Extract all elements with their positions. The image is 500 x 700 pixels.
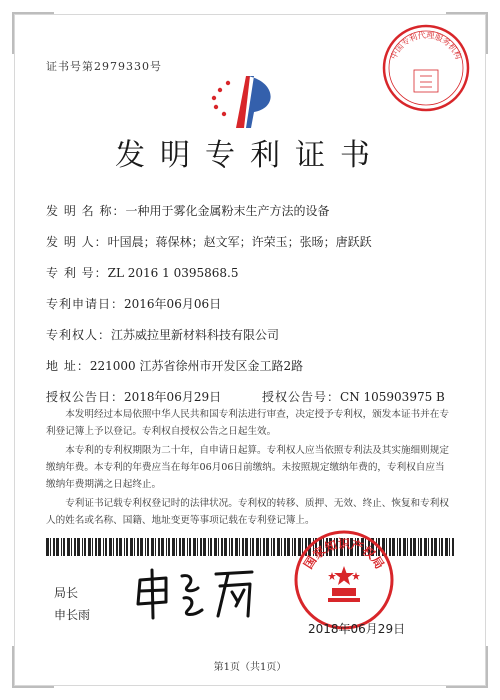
barcode-bar [61, 538, 62, 556]
barcode-bar [182, 538, 185, 556]
officer-title: 局长 [54, 586, 79, 600]
filing-date-row [46, 295, 221, 312]
barcode-bar [179, 538, 181, 556]
inventor-names: 叶国晨；蒋保林；赵文军；许荣玉；张旸；唐跃跃 [107, 235, 372, 249]
barcode-bar [103, 538, 104, 556]
body-paragraph-1: 本发明经过本局依照中华人民共和国专利法进行审查，决定授予专利权，颁发本证书并在专利登记簿上予以登记。专利权自授权公告之日起生效。 [46, 409, 449, 437]
address-row [46, 357, 303, 374]
barcode-bar [266, 538, 269, 556]
inventor-label: 发 明 人： [46, 235, 108, 249]
barcode-bar [56, 538, 59, 556]
barcode-bar [109, 538, 112, 556]
barcode-bar [428, 538, 429, 556]
barcode-bar [134, 538, 135, 556]
barcode-bar [200, 538, 202, 556]
invention-name: 一种用于雾化金属粉末生产方法的设备 [125, 204, 330, 218]
barcode-bar [231, 538, 233, 556]
barcode-bar [113, 538, 114, 556]
barcode-bar [403, 538, 406, 556]
barcode-bar [208, 538, 209, 556]
barcode-bar [189, 538, 191, 556]
officer-name: 申长雨 [54, 608, 91, 622]
barcode-bar [221, 538, 223, 556]
barcode-bar [252, 538, 254, 556]
invention-name-row [46, 202, 329, 219]
barcode-bar [50, 538, 51, 556]
barcode-bar [413, 538, 416, 556]
certificate-number: 证书号第2979330号 [46, 60, 162, 73]
patent-number-row [46, 264, 238, 281]
barcode-bar [187, 538, 188, 556]
barcode-bar [88, 538, 91, 556]
barcode-bar [161, 538, 164, 556]
barcode-bar [260, 538, 261, 556]
barcode-bar [410, 538, 412, 556]
official-seal [292, 528, 396, 632]
barcode-bar [197, 538, 198, 556]
barcode-bar [126, 538, 128, 556]
officer-signature [132, 566, 262, 622]
barcode-bar [250, 538, 251, 556]
barcode-bar [151, 538, 154, 556]
barcode-bar [168, 538, 170, 556]
barcode-bar [281, 538, 282, 556]
barcode-bar [67, 538, 70, 556]
grant-date: 2018年06月29日 [124, 390, 222, 404]
barcode-bar [239, 538, 240, 556]
barcode-bar [74, 538, 76, 556]
barcode-bar [95, 538, 97, 556]
page-number: 第1页（共1页） [213, 662, 287, 673]
logo-star [214, 105, 218, 109]
grant-date-row [46, 388, 221, 405]
top-right-seal [380, 22, 472, 114]
top-seal-text: 中国专利代理服务机构 [389, 30, 463, 61]
address-label: 地 址： [46, 359, 90, 373]
inventor-row [46, 233, 372, 250]
patent-office-logo [202, 72, 286, 130]
logo-star [222, 112, 226, 116]
barcode-bar [245, 538, 248, 556]
barcode-bar [119, 538, 122, 556]
grant-number: CN 105903975 B [340, 390, 445, 404]
barcode-bar [441, 538, 443, 556]
body-paragraph-2: 本专利的专利权期限为二十年，自申请日起算。专利权人应当依照专利法及其实施细则规定缴纳年费。本专利的年费应当在每年06月06日前缴纳。未按照规定缴纳年费的，专利权自应当缴纳年费期满之日起终止。 [46, 445, 449, 490]
barcode-bar [166, 538, 167, 556]
barcode-bar [420, 538, 422, 556]
body-paragraph-3: 专利证书记载专利权登记时的法律状况。专利权的转移、质押、无效、终止、恢复和专利权人的姓名或名称、国籍、地址变更等事项记载在专利登记簿上。 [46, 498, 449, 526]
barcode-bar [277, 538, 280, 556]
barcode-bar [284, 538, 286, 556]
barcode-bar [407, 538, 408, 556]
barcode-bar [158, 538, 160, 556]
official-seal-text: 国家知识产权局 [301, 537, 387, 572]
barcode-bar [203, 538, 206, 556]
barcode-bar [210, 538, 212, 556]
invention-name-label: 发 明 名 称： [46, 204, 126, 218]
barcode-bar [63, 538, 65, 556]
logo-star [212, 96, 216, 100]
barcode-bar [140, 538, 143, 556]
barcode-bar [137, 538, 139, 556]
barcode-bar [77, 538, 80, 556]
certificate-title: 发明专利证书 [115, 138, 385, 173]
logo-blue-stroke [246, 76, 271, 128]
border-corner-top-left [12, 12, 54, 54]
address: 221000 江苏省徐州市开发区金工路2路 [89, 359, 304, 373]
barcode-bar [242, 538, 244, 556]
barcode-bar [263, 538, 265, 556]
barcode-bar [46, 538, 49, 556]
barcode-bar [130, 538, 133, 556]
patent-number-label: 专 利 号： [46, 266, 108, 280]
barcode-bar [71, 538, 72, 556]
barcode-bar [452, 538, 454, 556]
barcode-bar [172, 538, 175, 556]
grant-date-label: 授权公告日： [46, 390, 125, 404]
barcode-bar [145, 538, 146, 556]
barcode-bar [397, 538, 398, 556]
barcode-bar [431, 538, 433, 556]
barcode-bar [124, 538, 125, 556]
barcode-bar [82, 538, 83, 556]
patentee-label: 专利权人： [46, 328, 112, 342]
barcode-bar [98, 538, 101, 556]
barcode-bar [434, 538, 437, 556]
grant-number-label: 授权公告号： [262, 390, 341, 404]
barcode-bar [287, 538, 290, 556]
barcode-bar [116, 538, 118, 556]
filing-date: 2016年06月06日 [124, 297, 222, 311]
barcode-bar [273, 538, 275, 556]
patent-number: ZL 2016 1 0395868.5 [107, 266, 239, 280]
barcode-bar [214, 538, 217, 556]
barcode-bar [147, 538, 149, 556]
barcode-bar [399, 538, 401, 556]
issue-date: 2018年06月29日 [308, 622, 406, 636]
barcode-bar [424, 538, 427, 556]
barcode-bar [53, 538, 55, 556]
barcode-bar [193, 538, 196, 556]
filing-date-label: 专利申请日： [46, 297, 125, 311]
barcode-bar [235, 538, 238, 556]
barcode-bar [176, 538, 177, 556]
barcode-bar [445, 538, 448, 556]
barcode-bar [155, 538, 156, 556]
barcode-bar [256, 538, 259, 556]
barcode-bar [418, 538, 419, 556]
barcode-bar [218, 538, 219, 556]
grant-number-row [262, 388, 445, 405]
barcode-bar [92, 538, 93, 556]
barcode-bar [224, 538, 227, 556]
logo-star [226, 81, 230, 85]
patentee-row [46, 326, 279, 343]
barcode-bar [84, 538, 86, 556]
logo-star [218, 88, 222, 92]
barcode-bar [105, 538, 107, 556]
patentee: 江苏威拉里新材料科技有限公司 [111, 328, 280, 342]
barcode-bar [229, 538, 230, 556]
barcode-bar [271, 538, 272, 556]
barcode-bar [449, 538, 450, 556]
barcode-bar [439, 538, 440, 556]
